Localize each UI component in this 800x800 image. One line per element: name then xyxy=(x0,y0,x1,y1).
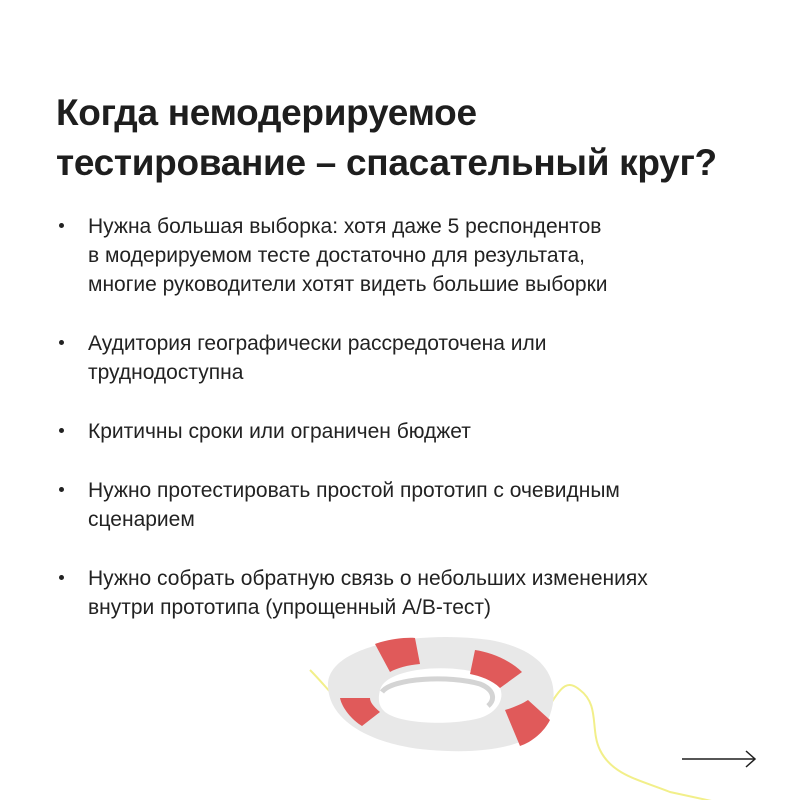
list-item-line: Нужна большая выборка: хотя даже 5 респондентов xyxy=(88,215,602,238)
list-item-line: в модерируемом тесте достаточно для результата, xyxy=(88,244,585,267)
list-item-line: Критичны сроки или ограничен бюджет xyxy=(88,420,471,443)
bullet-dot-icon xyxy=(59,340,64,345)
list-item-line: внутри прототипа (упрощенный A/B-тест) xyxy=(88,596,492,619)
list-item-line: труднодоступна xyxy=(88,361,244,384)
page-title xyxy=(56,88,756,188)
list-item-line: многие руководители хотят видеть большие выборки xyxy=(88,273,608,296)
list-item xyxy=(56,417,776,446)
list-item xyxy=(56,329,776,387)
title-line: Когда немодерируемое xyxy=(56,92,477,133)
bullet-list xyxy=(56,212,776,652)
bullet-dot-icon xyxy=(59,575,64,580)
list-item-line: Аудитория географически рассредоточена или xyxy=(88,332,547,355)
list-item xyxy=(56,564,776,622)
arrow-right-icon[interactable] xyxy=(680,744,760,774)
list-item-line: Нужно протестировать простой прототип с очевидным xyxy=(88,479,620,502)
title-line: тестирование – спасательный круг? xyxy=(56,142,717,183)
bullet-dot-icon xyxy=(59,487,64,492)
bullet-dot-icon xyxy=(59,428,64,433)
list-item-line: Нужно собрать обратную связь о небольших изменениях xyxy=(88,567,648,590)
list-item xyxy=(56,212,776,299)
list-item-line: сценарием xyxy=(88,508,195,531)
bullet-dot-icon xyxy=(59,223,64,228)
list-item xyxy=(56,476,776,534)
